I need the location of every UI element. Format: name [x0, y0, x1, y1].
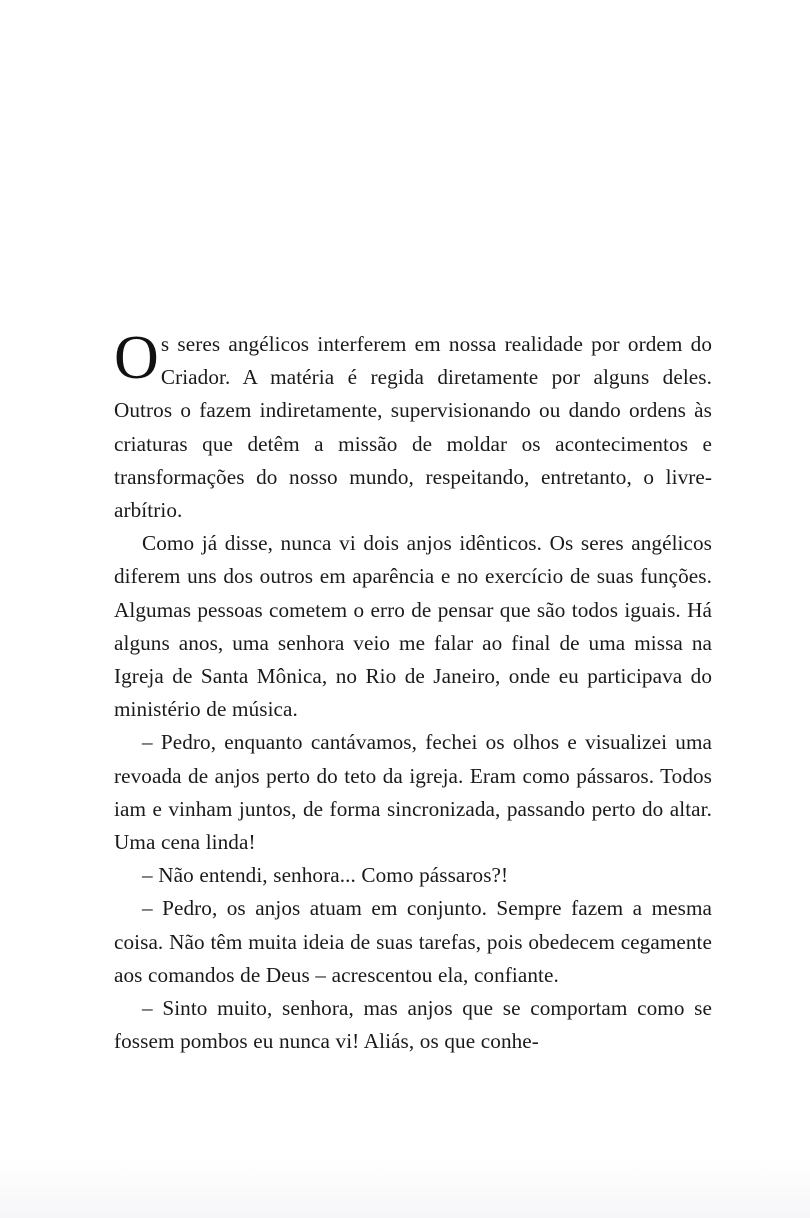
page-bottom-edge-shadow: [0, 1156, 810, 1218]
paragraph-1-text: s seres angélicos interferem em nossa realidade por ordem do Criador. A matéria é regida diretamente por alguns deles. Outros o fazem indiretamente, supervisionando ou dando ordens às criaturas que detêm a missão de moldar os acontecimentos e transformações do nosso mundo, respeitando, entretanto, o livre-arbítrio.: [114, 332, 712, 523]
paragraph-2: Como já disse, nunca vi dois anjos idênticos. Os seres angélicos diferem uns dos outros em aparência e no exercício de suas funções. Algumas pessoas cometem o erro de pensar que são todos iguais. Há alguns anos, uma senhora veio me falar ao final de uma missa na Igreja de Santa Mônica, no Rio de Janeiro, onde eu participava do ministério de música.: [114, 531, 712, 722]
paragraph-1: [114, 324, 712, 527]
paragraph-3-dialogue: – Pedro, enquanto cantávamos, fechei os olhos e visualizei uma revoada de anjos perto do teto da igreja. Eram como pássaros. Todos iam e vinham juntos, de forma sincronizada, passando perto do altar. Uma cena linda!: [114, 730, 712, 855]
drop-cap-letter: O: [114, 324, 159, 392]
paragraph-4-dialogue: – Não entendi, senhora... Como pássaros?!: [142, 863, 509, 888]
paragraph-6-dialogue: – Sinto muito, senhora, mas anjos que se comportam como se fossem pombos eu nunca vi! Aliás, os que conhe-: [114, 996, 712, 1054]
paragraph-5-dialogue: – Pedro, os anjos atuam em conjunto. Sempre fazem a mesma coisa. Não têm muita ideia de suas tarefas, pois obedecem cegamente aos comandos de Deus – acrescentou ela, confiante.: [114, 896, 712, 987]
page-text-block: [114, 324, 712, 1058]
